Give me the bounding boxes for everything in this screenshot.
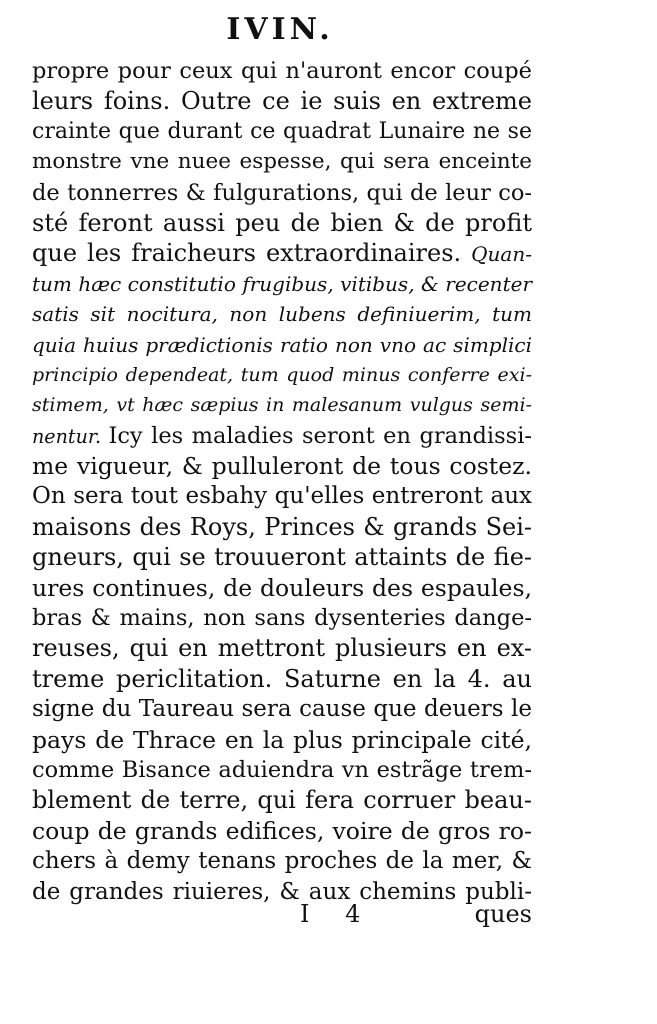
- text-line: me vigueur, & pulluleront de tous costez.: [32, 452, 532, 481]
- text-line: propre pour ceux qui n'auront encor coupé: [32, 58, 532, 84]
- catchword: ques: [474, 900, 532, 928]
- text-line: comme Bisance aduiendra vn estrãge trem-: [32, 756, 532, 783]
- roman-run: que les fraicheurs extraordinaires.: [32, 239, 472, 268]
- text-line-mixed: [32, 421, 532, 451]
- text-line: reuses, qui en mettront plusieurs en ex-: [32, 634, 532, 663]
- latin-quote-line: stimem, vt hæc sæpius in malesanum vulgus semi-: [32, 394, 532, 417]
- text-line: blement de terre, qui fera corruer beau-: [32, 786, 532, 815]
- text-line: maisons des Roys, Princes & grands Sei-: [32, 512, 532, 541]
- roman-run: Icy les maladies seront en grandissi-: [108, 422, 533, 449]
- page-footer: [32, 900, 532, 932]
- latin-quote-line: quia huius prædictionis ratio non vno ac simplici: [32, 332, 532, 357]
- latin-quote-line: tum hæc constitutio frugibus, vitibus, & recenter: [32, 271, 532, 296]
- text-line: bras & mains, non sans dysenteries dange-: [32, 605, 532, 632]
- latin-quote-end: nentur.: [32, 424, 109, 448]
- text-line-mixed: [32, 238, 532, 268]
- text-line: treme periclitation. Saturne en la 4. au: [32, 664, 532, 693]
- text-line: de tonnerres & fulgurations, qui de leur co-: [32, 179, 532, 206]
- body-text: [32, 56, 532, 907]
- text-line: gneurs, qui se trouueront attaints de fie-: [32, 543, 532, 572]
- text-line: pays de Thrace en la plus principale cité,: [32, 725, 532, 754]
- latin-quote-line: principio dependeat, tum quod minus conferre exi-: [32, 363, 532, 386]
- latin-quote-line: satis sit nocitura, non lubens definiuerim, tum: [32, 302, 532, 327]
- text-line: leurs foins. Outre ce ie suis en extreme: [32, 87, 532, 116]
- signature-mark: I 4: [300, 900, 375, 928]
- text-line: de grandes riuieres, & aux chemins publi-: [32, 878, 532, 905]
- text-line: coup de grands edifices, voire de gros ro-: [32, 816, 532, 845]
- text-line: chers à demy tenans proches de la mer, &: [32, 848, 532, 875]
- running-head: IVIN.: [226, 12, 334, 47]
- text-line: signe du Taureau sera cause que deuers le: [32, 696, 532, 723]
- latin-quote-start: Quan-: [471, 242, 532, 267]
- text-line: monstre vne nuee espesse, qui sera enceinte: [32, 149, 532, 175]
- text-line: crainte que durant ce quadrat Lunaire ne se: [32, 118, 532, 144]
- text-line: On sera tout esbahy qu'elles entreront aux: [32, 483, 532, 510]
- text-line: sté feront aussi peu de bien & de profit: [32, 208, 532, 237]
- text-line: ures continues, de douleurs des espaules,: [32, 573, 532, 602]
